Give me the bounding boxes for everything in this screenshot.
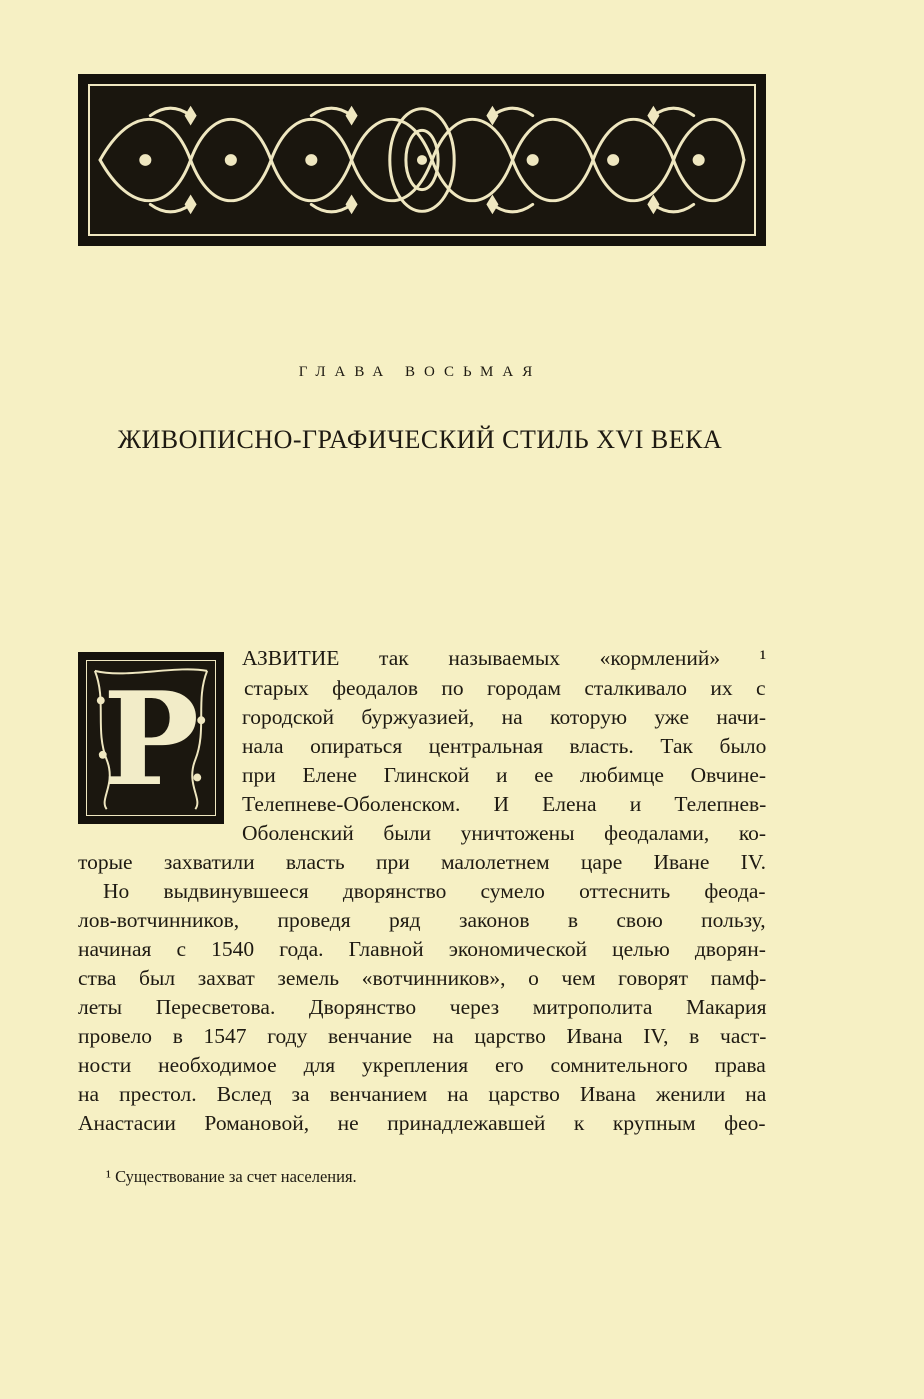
chapter-label: ГЛАВА ВОСЬМАЯ: [298, 364, 542, 380]
drop-cap-letter: Р: [102, 665, 200, 815]
drop-cap: [78, 652, 224, 824]
body-line: нала опираться центральная власть. Так было: [242, 734, 767, 758]
body-line: ства был захват земель «вотчинников», о чем говорят памф-: [78, 966, 767, 990]
body-line: торые захватили власть при малолетнем царе Иване IV.: [78, 850, 766, 874]
body-line: лов-вотчинников, проведя ряд законов в свою пользу,: [78, 908, 766, 932]
body-line: АЗВИТИЕ так называемых «кормлений» ¹: [242, 646, 767, 670]
body-line: Телепневе-Оболенском. И Елена и Телепнев-: [242, 792, 767, 816]
chapter-title: ЖИВОПИСНО-ГРАФИЧЕСКИЙ СТИЛЬ XVI ВЕКА: [117, 425, 723, 454]
body-line: начиная с 1540 года. Главной экономической целью дворян-: [78, 937, 766, 961]
body-line: городской буржуазией, на которую уже начи-: [242, 705, 767, 729]
body-line: старых феодалов по городам сталкивало их с: [244, 676, 766, 700]
footnote: ¹ Существование за счет населения.: [106, 1167, 357, 1186]
body-line: Оболенский были уничтожены феодалами, ко-: [242, 821, 767, 845]
body-line: ности необходимое для укрепления его сомнительного права: [78, 1053, 766, 1077]
body-line: провело в 1547 году венчание на царство Ивана IV, в част-: [78, 1024, 767, 1048]
floral-ornament-icon: [90, 86, 754, 234]
body-line: Анастасии Романовой, не принадлежавшей к крупным фео-: [78, 1111, 766, 1135]
ornamental-headpiece: [78, 74, 766, 246]
body-line: на престол. Вслед за венчанием на царство Ивана женили на: [78, 1082, 767, 1106]
body-line: леты Пересветова. Дворянство через митрополита Макария: [78, 995, 767, 1019]
body-line: при Елене Глинской и ее любимце Овчине-: [242, 763, 767, 787]
body-line: Но выдвинувшееся дворянство сумело оттеснить феода-: [103, 879, 766, 903]
